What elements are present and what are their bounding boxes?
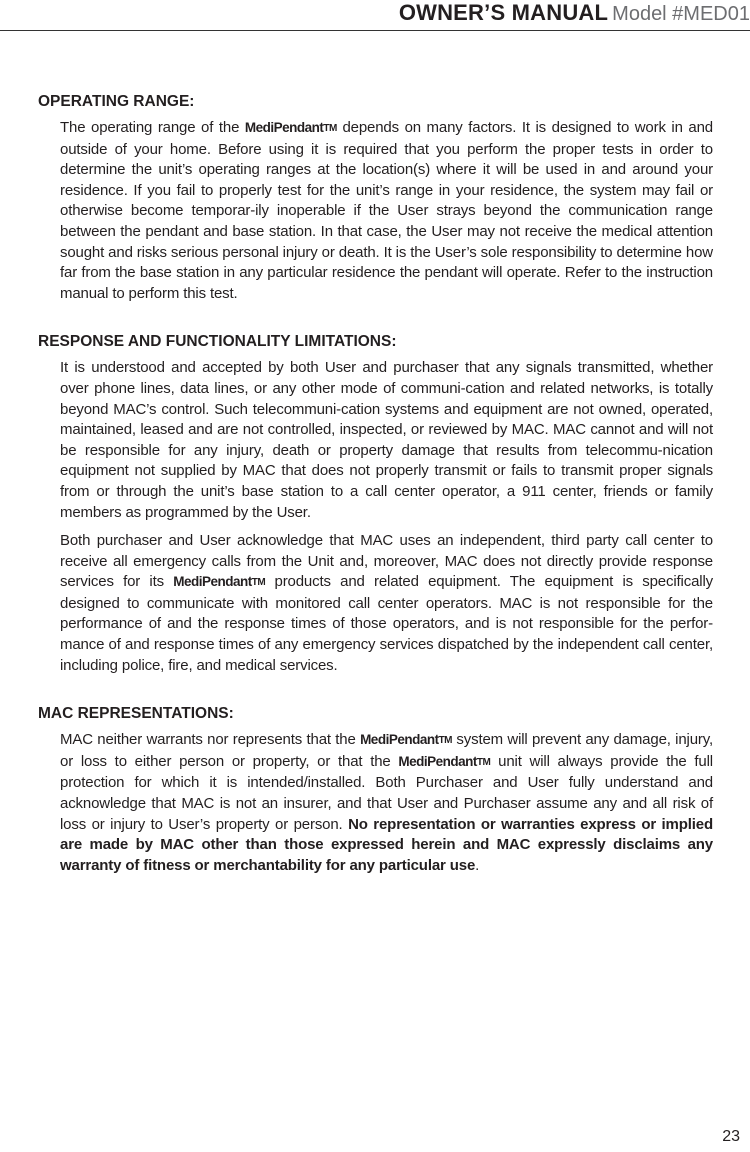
page-content	[38, 90, 713, 902]
response-limitations-section	[38, 330, 713, 676]
operating-range-section	[38, 90, 713, 304]
paragraph	[60, 730, 713, 876]
model-number: Model #MED01	[612, 3, 750, 25]
section-heading: OPERATING RANGE:	[38, 93, 195, 110]
manual-title: OWNER’S MANUAL	[398, 0, 609, 25]
text-run: MAC neither warrants nor represents that the	[60, 731, 361, 749]
brand-name: MediPendant	[398, 753, 477, 769]
trademark-mark: TM	[251, 577, 266, 589]
page-number: 23	[722, 1128, 740, 1145]
text-run: system will prevent any damage, injury, or loss to either person or property, or that the	[60, 731, 713, 770]
text-run: products and related equipment. The equipment is specifically designed to communicate with monitored call center operators. MAC is not responsible for the performance of and the response times of those operators, and is not responsible for the perfor-mance of and response times of any emergency services dispatched by the independent call center, including police, fire, and medical services.	[60, 573, 713, 674]
trademark-mark: TM	[476, 756, 491, 768]
brand-name: MediPendant	[360, 732, 439, 748]
text-run: .	[475, 856, 480, 874]
disclaimer-bold-text: No representation or warranties express or implied are made by MAC other than those expressed herein and MAC expressly disclaims any warranty of fitness or merchantability for any particular use	[60, 815, 713, 874]
text-run: unit will always provide the full protection for which it is intended/installed. Both Purchaser and User fully understand and acknowledge that MAC is not an insurer, and that User and Purchaser assume any and all risk of loss or injury to User’s property or person.	[60, 752, 713, 833]
section-heading: MAC REPRESENTATIONS:	[38, 705, 234, 723]
page-header	[0, 0, 750, 31]
paragraph	[60, 531, 713, 676]
brand-name: MediPendant	[173, 574, 252, 590]
brand-name: MediPendant	[244, 120, 324, 135]
section-heading: RESPONSE AND FUNCTIONALITY LIMITATIONS:	[38, 333, 397, 351]
trademark-mark: TM	[438, 735, 453, 747]
paragraph: It is understood and accepted by both User and purchaser that any signals transmitted, whether over phone lines, data lines, or any other mode of communi-cation and related networks, is totally beyond MAC’s control. Such telecommuni-cation systems and equipment are not owned, operated, maintained, leased and are not controlled, inspected, or reviewed by MAC. MAC cannot and will not be responsible for any injury, death or property damage that results from telecommu-nication equipment not supplied by MAC that does not properly transmit or fails to transmit proper signals from or through the unit’s base station to a call center operator, a 911 center, friends or family members as programmed by the User.	[60, 359, 713, 521]
mac-representations-section	[38, 702, 713, 876]
trademark-mark: TM	[323, 123, 337, 134]
text-run: The operating range of the	[60, 119, 245, 136]
paragraph	[60, 118, 713, 304]
text-run: Both purchaser and User acknowledge that MAC uses an independent, third party call center to receive all emergency calls from the Unit and, moreover, MAC does not directly provide response services for its	[60, 532, 713, 591]
text-run: depends on many factors. It is designed to work in and outside of your home. Before using it is required that you perform the proper tests in order to determine the unit’s operating ranges at the location(s) where it will be used in and around your residence. If you fail to properly test for the unit’s range in your residence, the system may fail or otherwise become temporar-ily inoperable if the User strays beyond the communication range between the pendant and base station. In that case, the User may not receive the medical attention sought and risks serious personal injury or death. It is the User’s sole responsibility to determine how far from the base station in any particular residence the pendant will operate. Refer to the instruction manual to perform this test.	[60, 119, 713, 302]
